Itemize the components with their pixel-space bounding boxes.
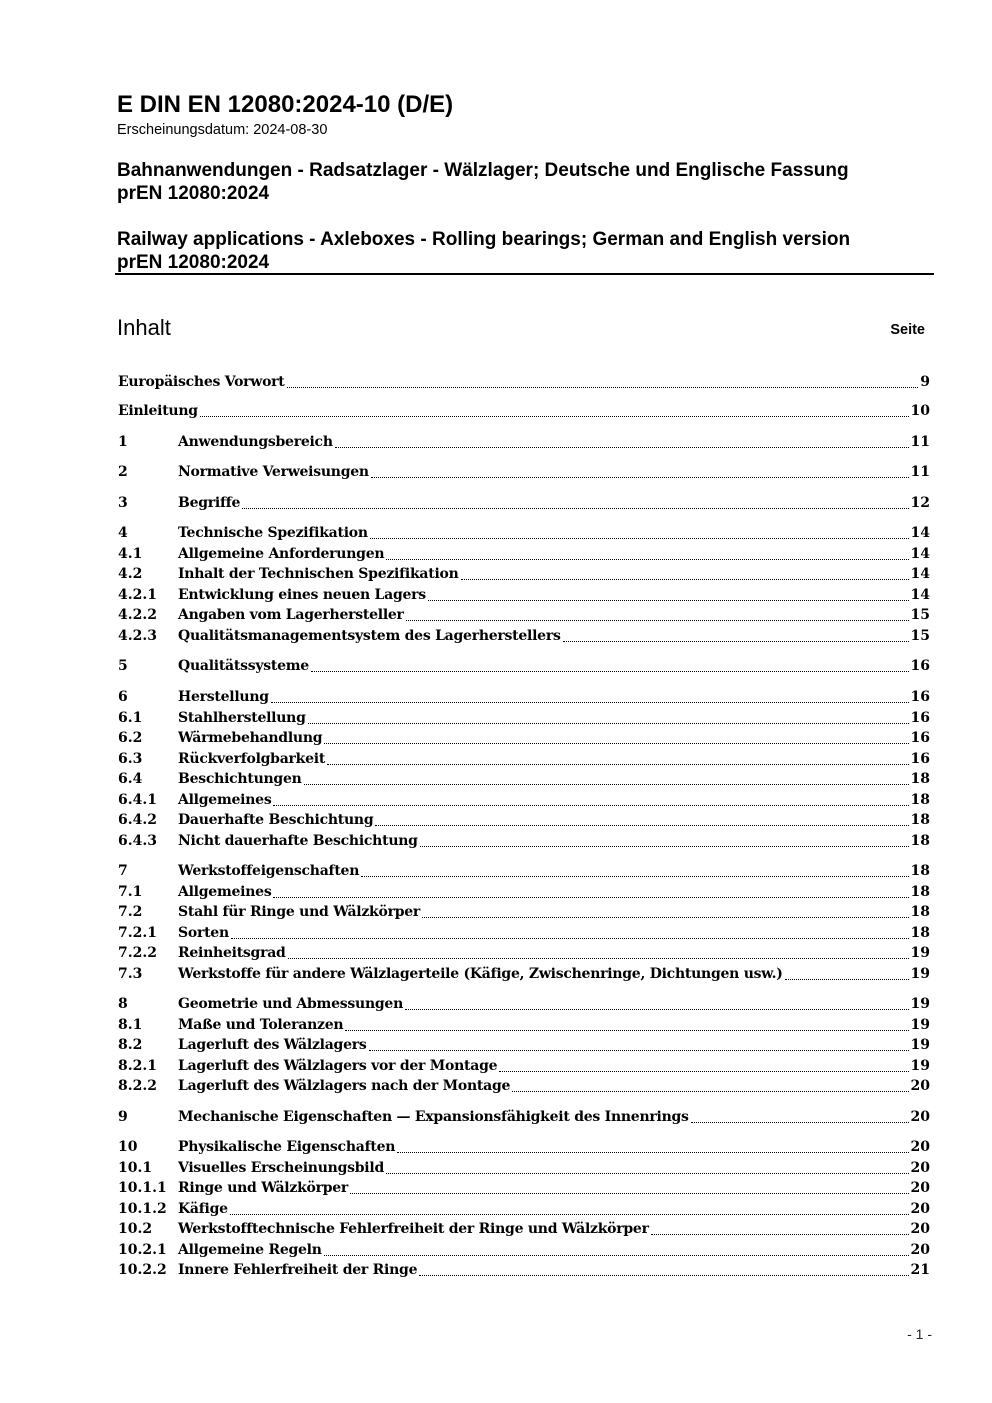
toc-entry-number: 6.4.3 [118, 833, 157, 849]
toc-entry-page: 20 [910, 1160, 930, 1176]
toc-entry[interactable] [118, 544, 930, 564]
toc-entry-page: 16 [910, 658, 930, 674]
toc-entry-number: 10.2 [118, 1221, 153, 1237]
toc-dot-leader [271, 702, 909, 703]
title-german [117, 159, 849, 205]
toc-dot-leader [369, 1050, 909, 1051]
toc-entry-page: 16 [910, 689, 930, 705]
toc-dot-leader [308, 723, 909, 724]
toc-entry-number: 10 [118, 1139, 138, 1155]
toc-entry[interactable] [118, 1107, 930, 1127]
toc-entry[interactable] [118, 372, 930, 392]
toc-heading: Inhalt [117, 315, 171, 340]
toc-entry-number: 6.4 [118, 771, 143, 787]
toc-dot-leader [335, 447, 909, 448]
toc-dot-leader [311, 671, 909, 672]
toc-entry-number: 7.2 [118, 904, 143, 920]
toc-entry-number: 6.2 [118, 730, 143, 746]
toc-entry-page: 20 [910, 1078, 930, 1094]
toc-entry-number: 10.1 [118, 1160, 153, 1176]
title-english [117, 228, 850, 274]
toc-entry-title: Allgemeines [178, 792, 272, 808]
toc-entry-page: 12 [910, 495, 930, 511]
toc-entry-page: 18 [910, 884, 930, 900]
toc-entry-number: 8.2.2 [118, 1078, 157, 1094]
toc-entry-title: Technische Spezifikation [178, 525, 368, 541]
toc-dot-leader [350, 1193, 908, 1194]
toc-entry-title: Inhalt der Technischen Spezifikation [178, 566, 459, 582]
toc-entry-title: Geometrie und Abmessungen [178, 996, 404, 1012]
toc-entry-title: Allgemeine Anforderungen [178, 546, 385, 562]
toc-entry-page: 18 [910, 925, 930, 941]
toc-entry-number: 7.3 [118, 966, 143, 982]
toc-entry[interactable] [118, 493, 930, 513]
publication-date: Erscheinungsdatum: 2024-08-30 [117, 122, 328, 138]
toc-entry-title: Werkstofftechnische Fehlerfreiheit der Ringe und Wälzkörper [178, 1221, 649, 1237]
toc-entry-number: 10.1.2 [118, 1201, 167, 1217]
toc-entry[interactable] [118, 432, 930, 452]
toc-entry[interactable] [118, 708, 930, 728]
toc-entry-title: Dauerhafte Beschichtung [178, 812, 374, 828]
toc-entry-page: 20 [910, 1201, 930, 1217]
toc-entry-title: Innere Fehlerfreiheit der Ringe [178, 1262, 418, 1278]
toc-dot-leader [230, 1214, 909, 1215]
toc-entry[interactable] [118, 831, 930, 851]
toc-entry-number: 1 [118, 434, 128, 450]
toc-dot-leader [461, 579, 909, 580]
toc-entry-page: 15 [910, 628, 930, 644]
toc-entry-title: Beschichtungen [178, 771, 302, 787]
toc-entry-title: Mechanische Eigenschaften — Expansionsfähigkeit des Innenrings [178, 1109, 689, 1125]
toc-entry-page: 18 [910, 863, 930, 879]
toc-entry-page: 20 [910, 1242, 930, 1258]
toc-entry-number: 4.2.3 [118, 628, 157, 644]
toc-entry-page: 18 [910, 792, 930, 808]
page-number: - 1 - [907, 1326, 932, 1342]
toc-entry[interactable] [118, 810, 930, 830]
toc-entry-number: 4.1 [118, 546, 143, 562]
toc-dot-leader [419, 1275, 908, 1276]
toc-entry-title: Anwendungsbereich [178, 434, 333, 450]
toc-entry-number: 8.1 [118, 1017, 143, 1033]
toc-entry[interactable] [118, 1056, 930, 1076]
toc-entry[interactable] [118, 1035, 930, 1055]
toc-entry-page: 19 [910, 996, 930, 1012]
toc-entry[interactable] [118, 964, 930, 984]
toc-entry-page: 16 [910, 751, 930, 767]
toc-entry-number: 6.3 [118, 751, 143, 767]
toc-entry-title: Allgemeines [178, 884, 272, 900]
toc-entry-number: 8.2 [118, 1037, 143, 1053]
toc-entry-title: Werkstoffeigenschaften [178, 863, 360, 879]
toc-entry-title: Sorten [178, 925, 229, 941]
toc-entry-page: 21 [910, 1262, 930, 1278]
toc-entry-number: 6 [118, 689, 128, 705]
header-divider [115, 273, 934, 275]
toc-entry[interactable] [118, 1199, 930, 1219]
toc-dot-leader [345, 1030, 908, 1031]
toc-entry-number: 2 [118, 464, 128, 480]
toc-entry-title: Käfige [178, 1201, 228, 1217]
toc-entry-number: 8.2.1 [118, 1058, 157, 1074]
toc-entry-title: Angaben vom Lagerhersteller [178, 607, 404, 623]
toc-entry[interactable] [118, 943, 930, 963]
toc-entry[interactable] [118, 1178, 930, 1198]
toc-dot-leader [273, 897, 908, 898]
toc-entry-title: Europäisches Vorwort [118, 374, 285, 390]
toc-entry-number: 6.1 [118, 710, 143, 726]
toc-entry[interactable] [118, 687, 930, 707]
toc-dot-leader [422, 917, 908, 918]
toc-entry-page: 14 [910, 566, 930, 582]
toc-entry-title: Rückverfolgbarkeit [178, 751, 326, 767]
toc-dot-leader [288, 958, 909, 959]
toc-entry-title: Qualitätsmanagementsystem des Lagerherstellers [178, 628, 561, 644]
toc-entry[interactable] [118, 1076, 930, 1096]
toc-dot-leader [324, 743, 908, 744]
toc-entry-page: 11 [910, 434, 930, 450]
toc-entry-number: 8 [118, 996, 128, 1012]
title-german-line-2: prEN 12080:2024 [117, 183, 270, 204]
toc-entry[interactable] [118, 1137, 930, 1157]
toc-entry-title: Nicht dauerhafte Beschichtung [178, 833, 418, 849]
document-number: E DIN EN 12080:2024-10 (D/E) [117, 91, 454, 118]
toc-dot-leader [785, 979, 909, 980]
toc-entry[interactable] [118, 902, 930, 922]
toc-entry-page: 20 [910, 1139, 930, 1155]
toc-entry-page: 18 [910, 904, 930, 920]
toc-entry[interactable] [118, 523, 930, 543]
title-german-line-1: Bahnanwendungen - Radsatzlager - Wälzlager; Deutsche und Englische Fassung [117, 160, 849, 181]
toc-entry-title: Lagerluft des Wälzlagers vor der Montage [178, 1058, 498, 1074]
toc-dot-leader [370, 538, 909, 539]
title-english-line-1: Railway applications - Axleboxes - Rolling bearings; German and English version [117, 229, 851, 250]
toc-dot-leader [371, 477, 909, 478]
toc-entry-page: 20 [910, 1180, 930, 1196]
toc-entry-number: 3 [118, 495, 128, 511]
toc-entry[interactable] [118, 790, 930, 810]
toc-entry-title: Normative Verweisungen [178, 464, 369, 480]
toc-entry-page: 19 [910, 966, 930, 982]
toc-entry-page: 11 [910, 464, 930, 480]
toc-entry-page: 18 [910, 812, 930, 828]
toc-entry[interactable] [118, 605, 930, 625]
toc-entry-number: 10.2.1 [118, 1242, 167, 1258]
toc-entry-page: 15 [910, 607, 930, 623]
toc-entry-title: Werkstoffe für andere Wälzlagerteile (Käfige, Zwischenringe, Dichtungen usw.) [178, 966, 783, 982]
toc-dot-leader [420, 846, 909, 847]
toc-entry-title: Entwicklung eines neuen Lagers [178, 587, 426, 603]
toc-entry[interactable] [118, 564, 930, 584]
toc-entry[interactable] [118, 585, 930, 605]
toc-entry-number: 6.4.2 [118, 812, 157, 828]
toc-entry-page: 20 [910, 1221, 930, 1237]
toc-dot-leader [397, 1152, 908, 1153]
toc-entry-number: 10.1.1 [118, 1180, 167, 1196]
toc-entry-title: Qualitätssysteme [178, 658, 309, 674]
toc-dot-leader [651, 1234, 909, 1235]
page-column-label: Seite [890, 322, 925, 338]
toc-entry-page: 20 [910, 1109, 930, 1125]
toc-dot-leader [375, 825, 908, 826]
toc-entry-number: 4.2 [118, 566, 143, 582]
toc-dot-leader [287, 387, 919, 388]
toc-entry-title: Visuelles Erscheinungsbild [178, 1160, 384, 1176]
toc-entry-title: Maße und Toleranzen [178, 1017, 344, 1033]
toc-dot-leader [242, 508, 908, 509]
toc-dot-leader [512, 1091, 908, 1092]
toc-entry-number: 7 [118, 863, 128, 879]
toc-dot-leader [406, 620, 909, 621]
toc-entry-page: 19 [910, 945, 930, 961]
toc-entry[interactable] [118, 994, 930, 1014]
toc-entry-page: 18 [910, 771, 930, 787]
toc-entry-number: 7.1 [118, 884, 143, 900]
toc-entry[interactable] [118, 923, 930, 943]
toc-dot-leader [405, 1009, 909, 1010]
toc-entry[interactable] [118, 401, 930, 421]
toc-entry-number: 4.2.2 [118, 607, 157, 623]
toc-entry-page: 10 [910, 403, 930, 419]
toc-entry-title: Stahl für Ringe und Wälzkörper [178, 904, 421, 920]
toc-entry[interactable] [118, 749, 930, 769]
toc-dot-leader [304, 784, 909, 785]
toc-entry-page: 19 [910, 1017, 930, 1033]
toc-entry[interactable] [118, 882, 930, 902]
toc-dot-leader [428, 600, 909, 601]
toc-dot-leader [231, 938, 909, 939]
toc-entry[interactable] [118, 1260, 930, 1280]
toc-dot-leader [200, 416, 909, 417]
toc-dot-leader [563, 641, 909, 642]
toc-entry-number: 5 [118, 658, 128, 674]
toc-entry-title: Wärmebehandlung [178, 730, 323, 746]
toc-entry[interactable] [118, 861, 930, 881]
toc-dot-leader [386, 1173, 909, 1174]
toc-entry-title: Lagerluft des Wälzlagers nach der Montage [178, 1078, 511, 1094]
toc-entry-number: 7.2.1 [118, 925, 157, 941]
toc-entry-page: 19 [910, 1037, 930, 1053]
toc-entry-page: 14 [910, 587, 930, 603]
toc-entry-page: 19 [910, 1058, 930, 1074]
toc-entry-page: 18 [910, 833, 930, 849]
toc-entry[interactable] [118, 626, 930, 646]
toc-dot-leader [327, 764, 908, 765]
toc-entry-title: Reinheitsgrad [178, 945, 286, 961]
toc-entry-number: 10.2.2 [118, 1262, 167, 1278]
toc-entry-number: 4 [118, 525, 128, 541]
toc-entry[interactable] [118, 1015, 930, 1035]
toc-entry-number: 7.2.2 [118, 945, 157, 961]
toc-entry-title: Herstellung [178, 689, 269, 705]
toc-dot-leader [691, 1122, 909, 1123]
toc-entry-page: 16 [910, 710, 930, 726]
toc-entry[interactable] [118, 769, 930, 789]
toc-entry-number: 9 [118, 1109, 128, 1125]
toc-dot-leader [324, 1255, 909, 1256]
toc-entry[interactable] [118, 462, 930, 482]
toc-entry-title: Einleitung [118, 403, 198, 419]
toc-entry-page: 16 [910, 730, 930, 746]
toc-entry[interactable] [118, 656, 930, 676]
toc-entry-title: Ringe und Wälzkörper [178, 1180, 349, 1196]
toc-entry-number: 6.4.1 [118, 792, 157, 808]
toc-entry-page: 9 [920, 374, 930, 390]
toc-entry-title: Allgemeine Regeln [178, 1242, 322, 1258]
toc-entry-page: 14 [910, 525, 930, 541]
toc-entry-title: Physikalische Eigenschaften [178, 1139, 396, 1155]
toc-dot-leader [499, 1071, 908, 1072]
toc-dot-leader [273, 805, 908, 806]
toc-entry[interactable] [118, 1240, 930, 1260]
toc-entry[interactable] [118, 1158, 930, 1178]
toc-entry-title: Lagerluft des Wälzlagers [178, 1037, 367, 1053]
title-english-line-2: prEN 12080:2024 [117, 252, 270, 273]
toc-entry-title: Stahlherstellung [178, 710, 306, 726]
toc-dot-leader [361, 876, 908, 877]
toc-entry-number: 4.2.1 [118, 587, 157, 603]
toc-entry[interactable] [118, 728, 930, 748]
toc-entry[interactable] [118, 1219, 930, 1239]
toc-entry-title: Begriffe [178, 495, 241, 511]
toc-entry-page: 14 [910, 546, 930, 562]
toc-dot-leader [386, 559, 908, 560]
